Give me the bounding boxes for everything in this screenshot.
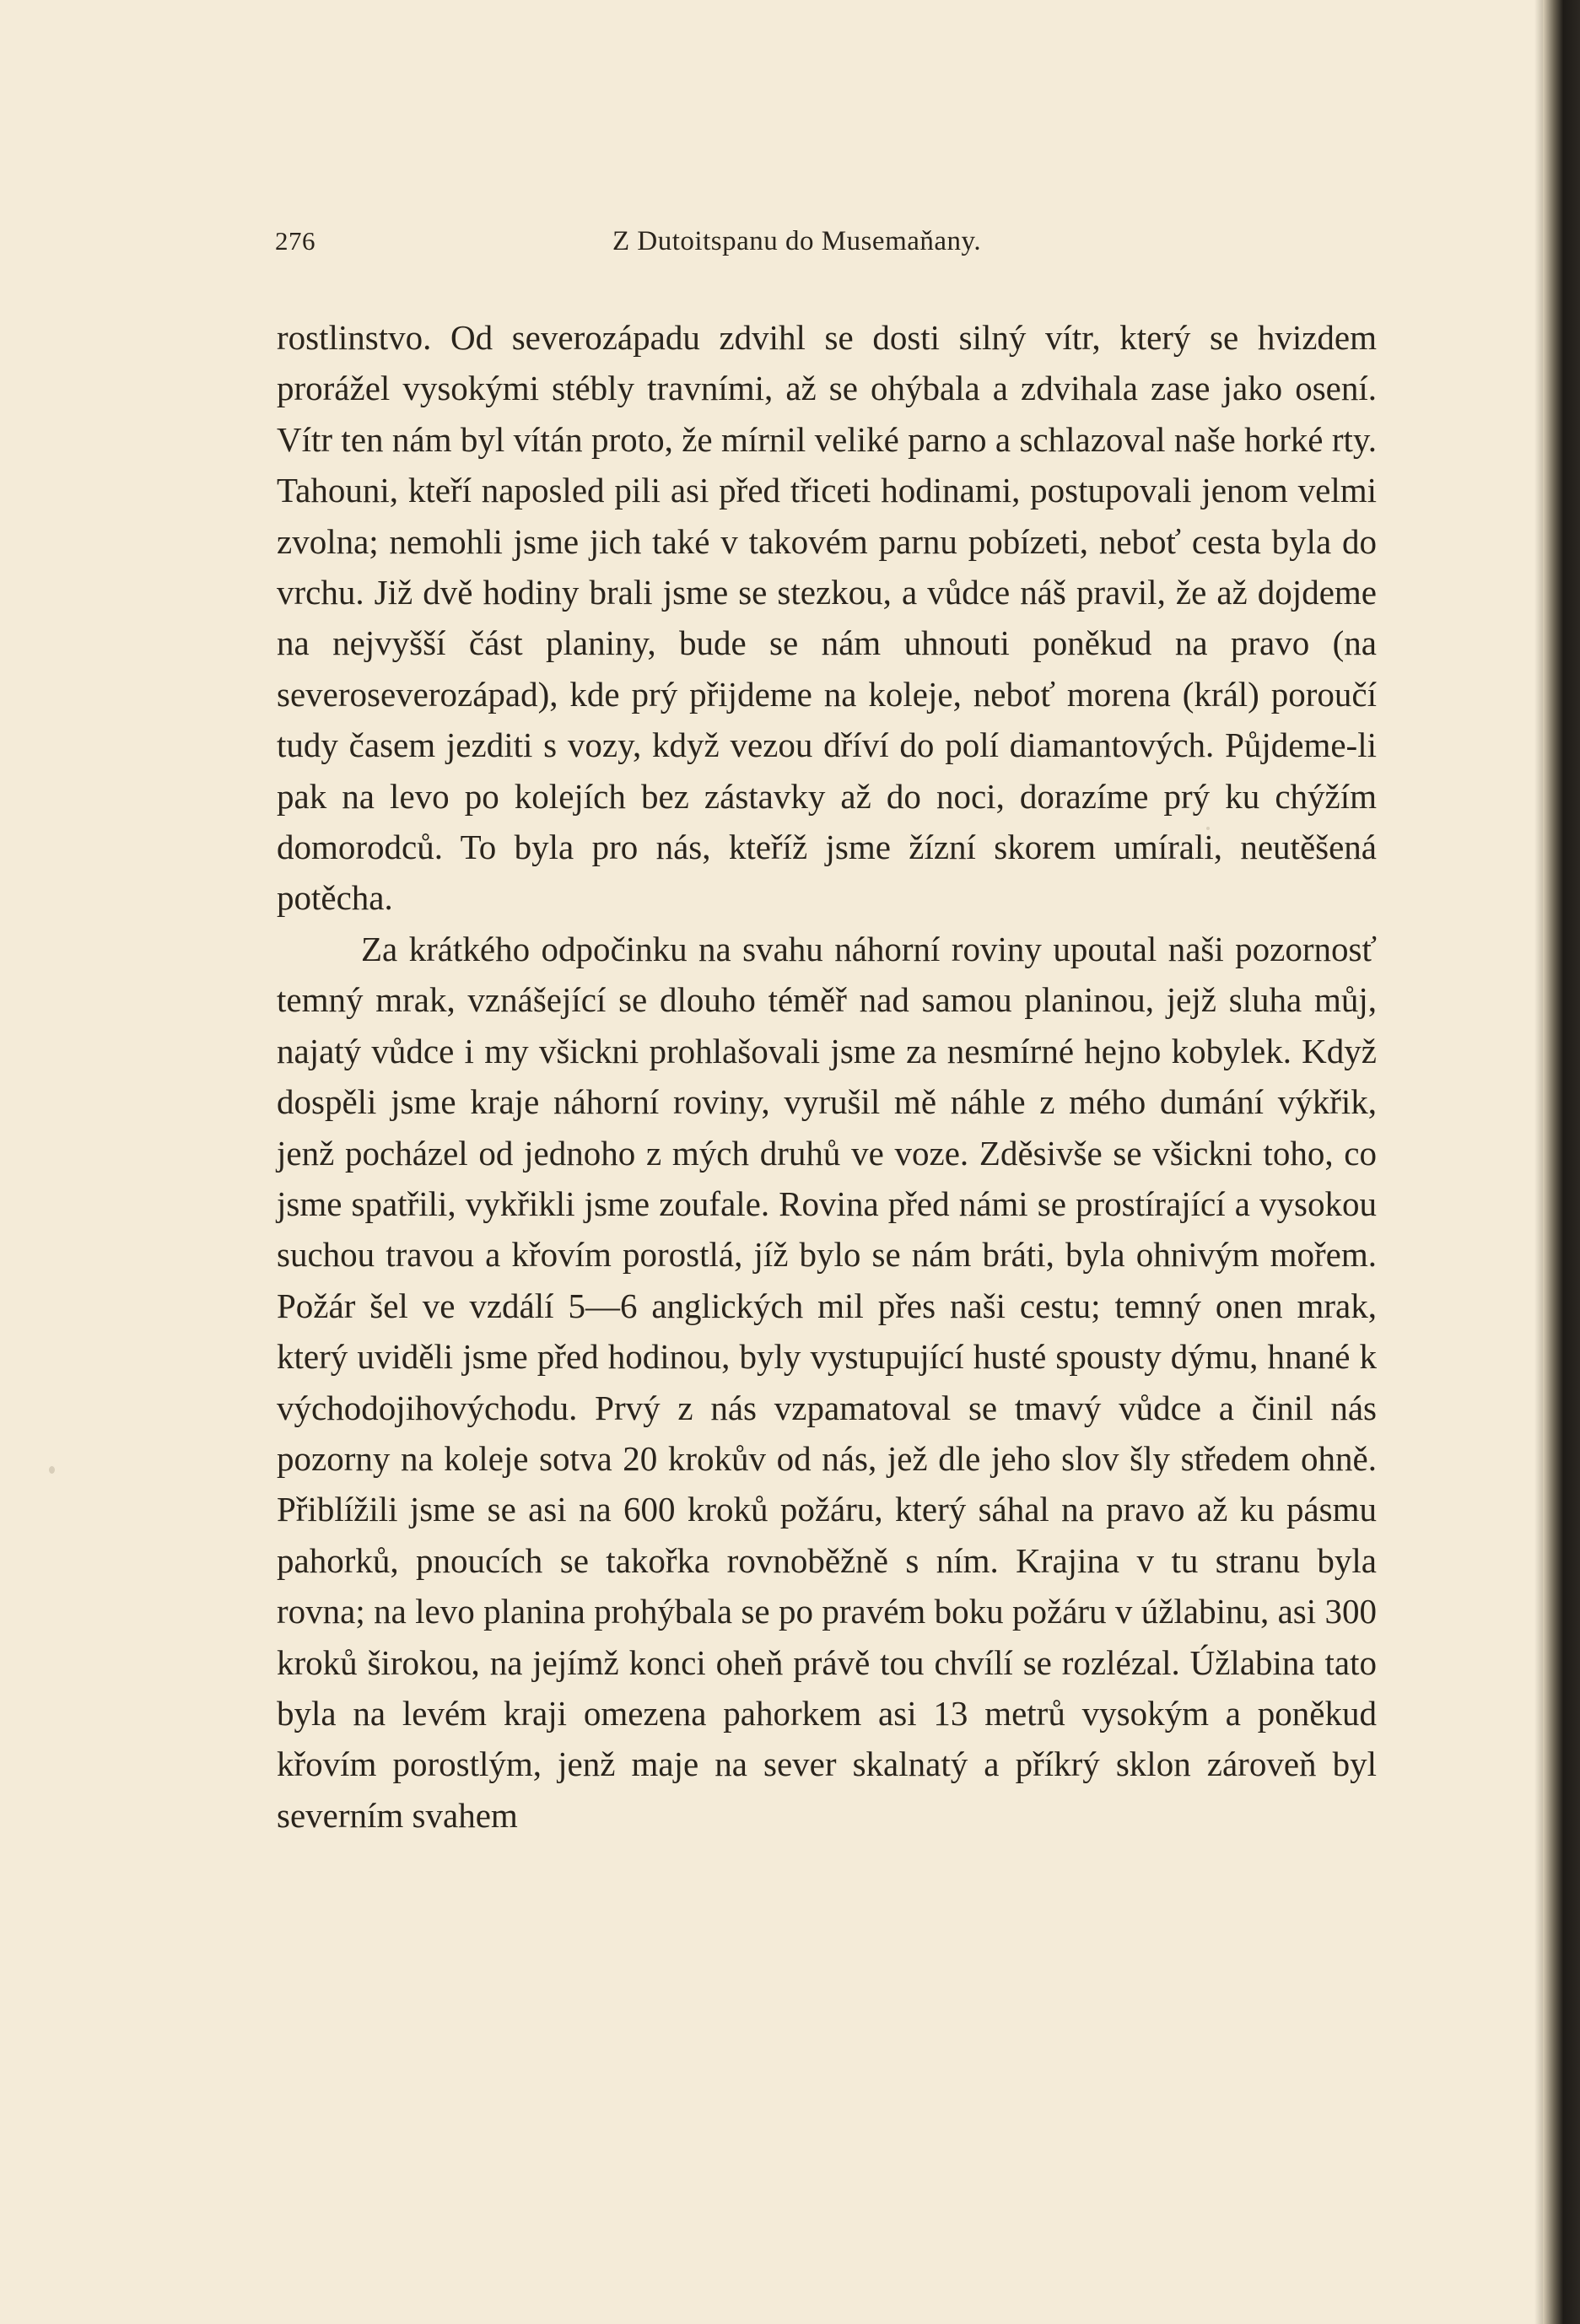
paragraph: rostlinstvo. Od severozápadu zdvihl se dosti silný vítr, který se hvizdem prorážel vysokými stébly travními, až se ohýbala a zdvihala zase jako osení. Vítr ten nám byl vítán proto, že mírnil veliké parno a schlazoval naše horké rty. Tahouni, kteří naposled pili asi před třiceti hodinami, postupovali jenom velmi zvolna; nemohli jsme jich také v takovém parnu pobízeti, neboť cesta byla do vrchu. Již dvě hodiny brali jsme se stezkou, a vůdce náš pravil, že až dojdeme na nejvyšší část planiny, bude se nám uhnouti poněkud na pravo (na severoseverozápad), kde prý přijdeme na koleje, neboť morena (král) poroučí tudy časem jezditi s vozy, když vezou dříví do polí diamantových. Půjdeme-li pak na levo po kolejích bez zástavky až do noci, dorazíme prý ku chýžím domorodců. To byla pro nás, kteříž jsme žízní skorem umírali, neutěšená potěcha. bbox=[277, 318, 1377, 918]
page-number: 276 bbox=[275, 226, 315, 256]
running-title: Z Dutoitspanu do Musemaňany. bbox=[612, 226, 982, 256]
page-header bbox=[275, 226, 1380, 263]
paper-spot bbox=[49, 1466, 55, 1474]
body-text bbox=[277, 312, 1377, 1841]
page-edge bbox=[1543, 0, 1580, 2324]
paragraph: Za krátkého odpočinku na svahu náhorní roviny upoutal naši pozornosť temný mrak, vznášející se dlouho téměř nad samou planinou, jejž sluha můj, najatý vůdce i my všickni prohlašovali jsme za nesmírné hejno kobylek. Když dospěli jsme kraje náhorní roviny, vyrušil mě náhle z mého dumání výkřik, jenž pocházel od jednoho z mých druhů ve voze. Zděsivše se všickni toho, co jsme spatřili, vykřikli jsme zoufale. Rovina před námi se prostírající a vysokou suchou travou a křovím porostlá, jíž bylo se nám bráti, byla ohnivým mořem. Požár šel ve vzdálí 5—6 anglických mil přes naši cestu; temný onen mrak, který uviděli jsme před hodinou, byly vystupující husté spousty dýmu, hnané k východojihovýchodu. Prvý z nás vzpamatoval se tmavý vůdce a činil nás pozorny na koleje sotva 20 krokův od nás, jež dle jeho slov šly středem ohně. Přiblížili jsme se asi na 600 kroků požáru, který sáhal na pravo až ku pásmu pahorků, pnoucích se takořka rovnoběžně s ním. Krajina v tu stranu byla rovna; na levo planina prohýbala se po pravém boku požáru v úžlabinu, asi 300 kroků širokou, na jejímž konci oheň právě tou chvílí se rozlézal. Úžlabina tato byla na levém kraji omezena pahorkem asi 13 metrů vysokým a poněkud křovím porostlým, jenž maje na sever skalnatý a příkrý sklon zároveň byl severním svahem bbox=[277, 929, 1377, 1835]
page-gutter-shadow bbox=[1534, 0, 1543, 2324]
